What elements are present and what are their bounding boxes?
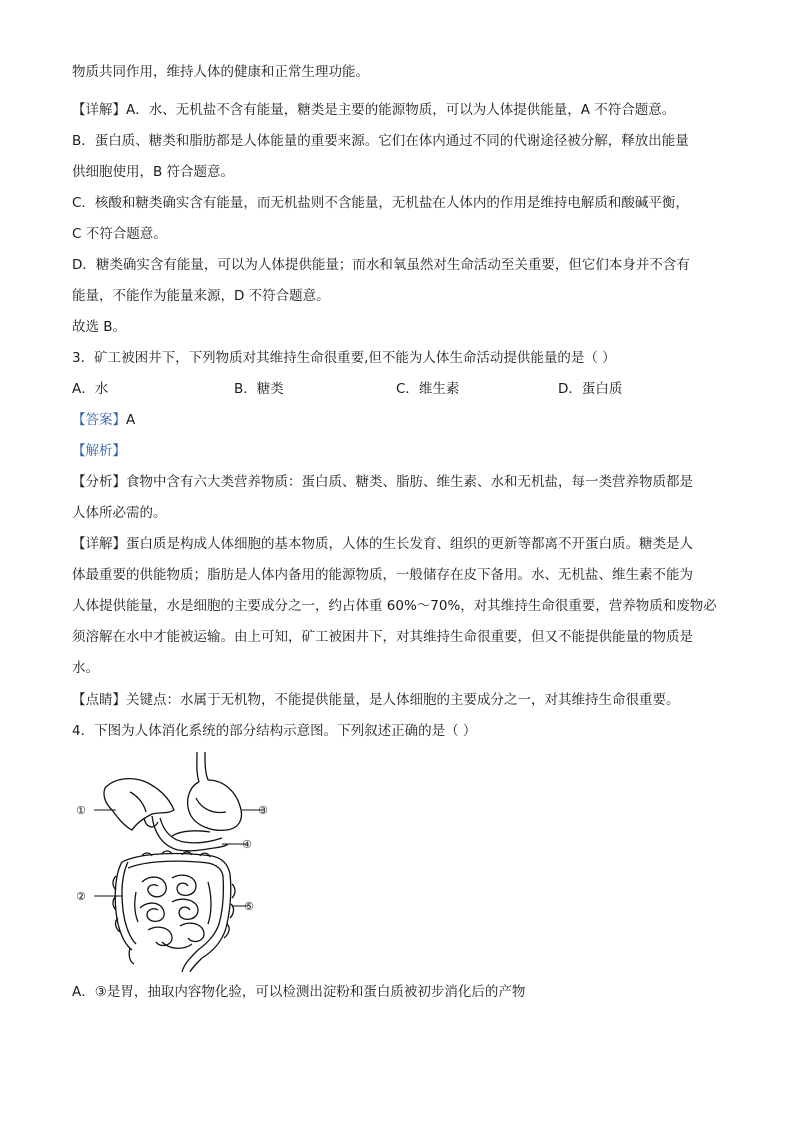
text-span: 关键点：水属于无机物，不能提供能量，是人体细胞的主要成分之一，对其维持生命很重要。 (126, 692, 680, 708)
text-line: 物质共同作用，维持人体的健康和正常生理功能。 (72, 64, 369, 80)
label-2: ② (76, 890, 86, 903)
section-tag: 【分析】 (72, 474, 126, 490)
option-c: C．维生素 (396, 381, 460, 397)
section-tag: 【详解】 (72, 536, 126, 552)
question-3-stem: 3．矿工被困井下，下列物质对其维持生命很重要,但不能为人体生命活动提供能量的是（ ） (72, 350, 616, 366)
answer-line (72, 410, 732, 430)
label-4: ④ (242, 838, 252, 851)
text-line: 故选 B。 (72, 319, 127, 335)
text-span: A．水、无机盐不含有能量，糖类是主要的能源物质，可以为人体提供能量，A 不符合题意。 (126, 102, 676, 118)
text-line (72, 690, 732, 710)
text-line: C．核酸和糖类确实含有能量，而无机盐则不含能量，无机盐在人体内的作用是维持电解质和酸碱平衡， (72, 195, 689, 211)
text-line: 体最重要的供能物质；脂肪是人体内备用的能源物质，一般储存在皮下备用。水、无机盐、维生素不能为 (72, 567, 693, 583)
analysis-heading (72, 441, 732, 461)
text-line: 须溶解在水中才能被运输。由上可知，矿工被困井下，对其维持生命很重要，但又不能提供能量的物质是 (72, 629, 693, 645)
text-span: 食物中含有六大类营养物质：蛋白质、糖类、脂肪、维生素、水和无机盐，每一类营养物质都是 (126, 474, 693, 490)
text-line (72, 100, 732, 120)
label-5: ⑤ (244, 900, 254, 913)
text-line: 能量，不能作为能量来源，D 不符合题意。 (72, 288, 330, 304)
label-1: ① (76, 804, 86, 817)
analysis-tag: 【解析】 (72, 443, 126, 459)
text-line: 人体提供能量，水是细胞的主要成分之一，约占体重 60%～70%，对其维持生命很重要，营养物质和废物必 (72, 598, 717, 614)
answer-value: A (126, 412, 136, 428)
section-tag: 【详解】 (72, 102, 126, 118)
text-line: D．糖类确实含有能量，可以为人体提供能量；而水和氧虽然对生命活动至关重要，但它们本身并不含有 (72, 257, 690, 273)
option-a: A．水 (72, 381, 109, 397)
digestive-system-diagram (72, 752, 272, 972)
label-3: ③ (258, 804, 268, 817)
text-line (72, 534, 732, 554)
section-tag: 【点睛】 (72, 692, 126, 708)
text-line (72, 472, 732, 492)
text-line: 供细胞使用，B 符合题意。 (72, 164, 235, 180)
text-line: C 不符合题意。 (72, 226, 167, 242)
answer-tag: 【答案】 (72, 412, 126, 428)
option-b: B．糖类 (234, 381, 284, 397)
question-4-stem: 4．下图为人体消化系统的部分结构示意图。下列叙述正确的是（ ） (72, 723, 477, 739)
text-line: 人体所必需的。 (72, 505, 167, 521)
question-4-option-a: A．③是胃，抽取内容物化验，可以检测出淀粉和蛋白质被初步消化后的产物 (72, 984, 526, 1000)
text-span: 蛋白质是构成人体细胞的基本物质，人体的生长发育、组织的更新等都离不开蛋白质。糖类是人 (126, 536, 693, 552)
text-line: 水。 (72, 660, 99, 676)
text-line: B．蛋白质、糖类和脂肪都是人体能量的重要来源。它们在体内通过不同的代谢途径被分解，释放出能量 (72, 133, 689, 149)
option-d: D．蛋白质 (558, 381, 623, 397)
